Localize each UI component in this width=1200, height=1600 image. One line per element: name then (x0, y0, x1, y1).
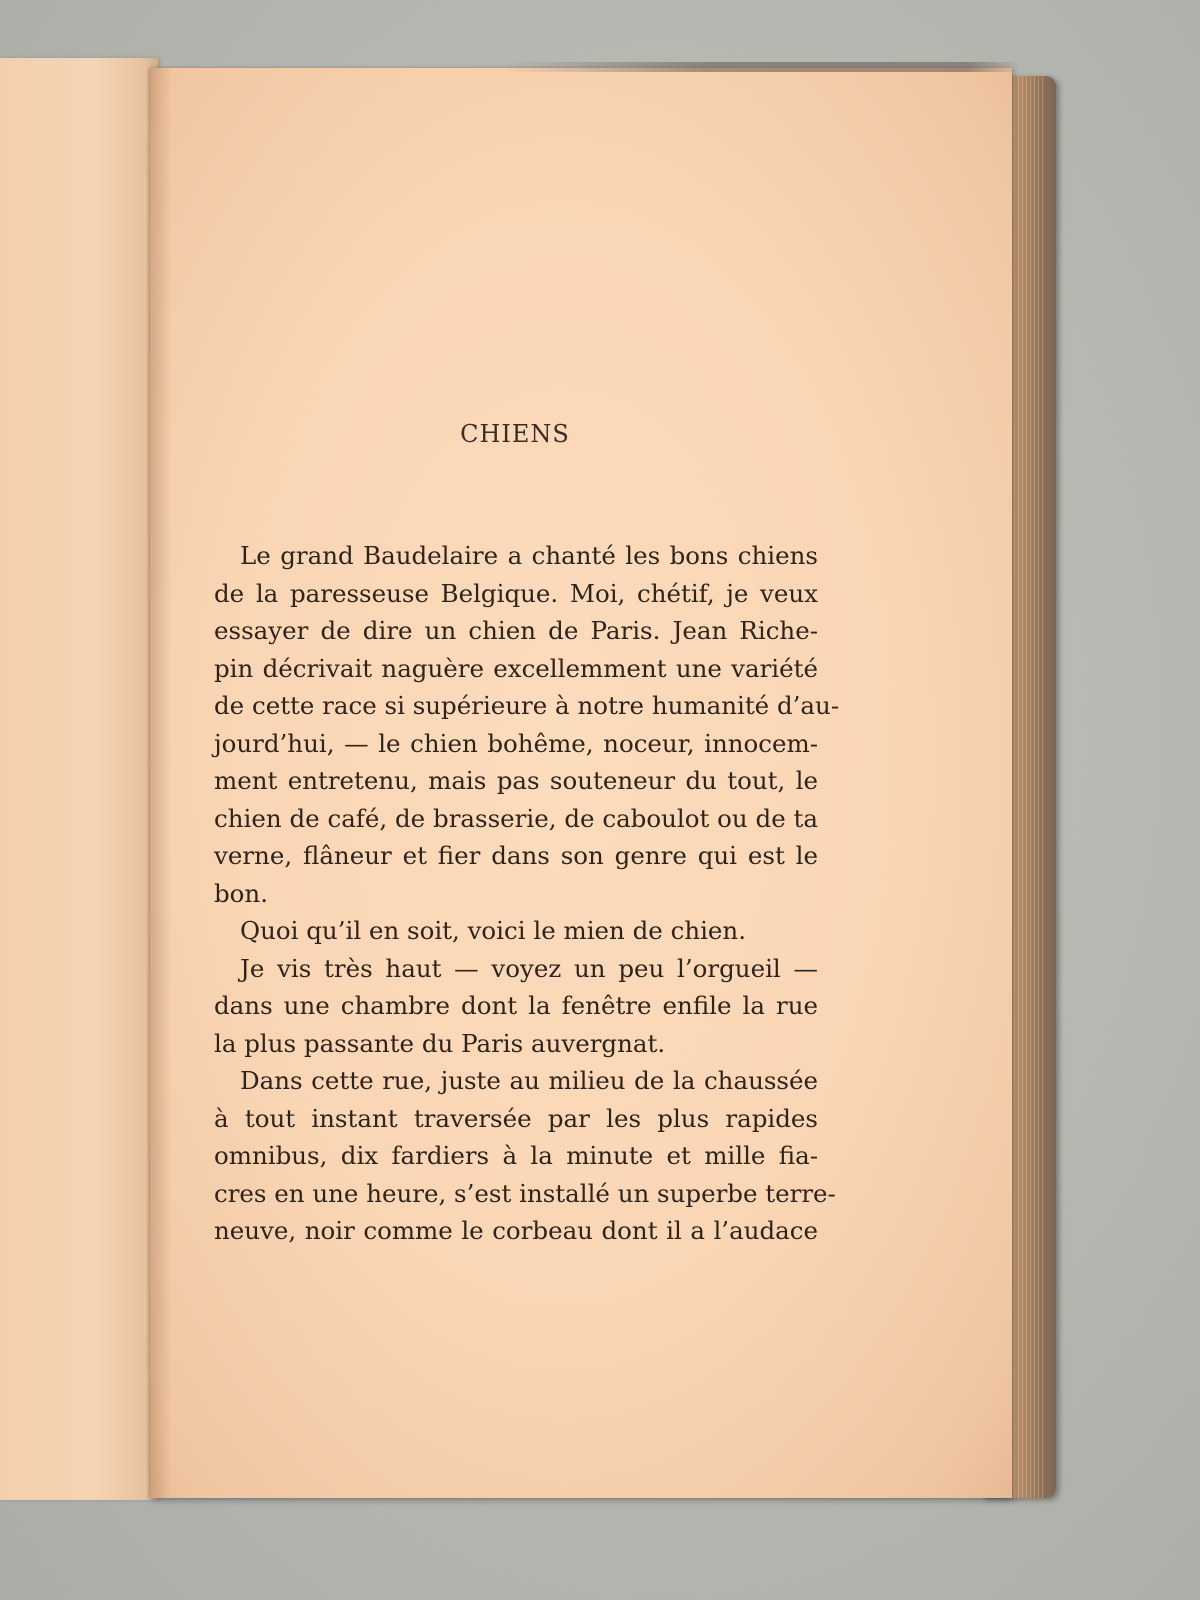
text-line: ment entretenu, mais pas souteneur du tout, le (214, 766, 818, 795)
text-line: bon. (214, 878, 269, 908)
gutter-shadow (150, 68, 172, 1498)
text-line: de la paresseuse Belgique. Moi, chétif, je veux (214, 578, 818, 608)
left-page (0, 58, 158, 1500)
text-line: cres en une heure, s’est installé un superbe terre- (214, 1178, 836, 1208)
text-line: la plus passante du Paris auvergnat. (214, 1028, 666, 1058)
text-line: à tout instant traversée par les plus rapides (214, 1103, 818, 1133)
text-line: Le grand Baudelaire a chanté les bons chiens (240, 541, 818, 570)
text-line: Quoi qu’il en soit, voici le mien de chien. (240, 916, 746, 945)
text-line: pin décrivait naguère excellemment une variété (214, 653, 818, 683)
body-text (214, 537, 840, 1250)
text-line: omnibus, dix fardiers à la minute et mille fia- (214, 1141, 818, 1170)
text-line: Dans cette rue, juste au milieu de la chaussée (240, 1066, 818, 1095)
text-line: dans une chambre dont la fenêtre enfile la rue (214, 991, 818, 1020)
page-top-edge (500, 62, 1020, 72)
text-line: chien de café, de brasserie, de caboulot ou de ta (214, 803, 818, 833)
text-line: Je vis très haut — voyez un peu l’orgueil — (240, 953, 818, 983)
text-line: jourd’hui, — le chien bohême, noceur, innocem- (214, 728, 818, 758)
text-line: de cette race si supérieure à notre humanité d’au- (214, 691, 840, 720)
text-line: essayer de dire un chien de Paris. Jean Riche- (214, 616, 818, 645)
text-line: neuve, noir comme le corbeau dont il a l’audace (214, 1216, 818, 1245)
text-line: verne, flâneur et fier dans son genre qui est le (214, 841, 818, 870)
chapter-title: CHIENS (460, 420, 570, 448)
